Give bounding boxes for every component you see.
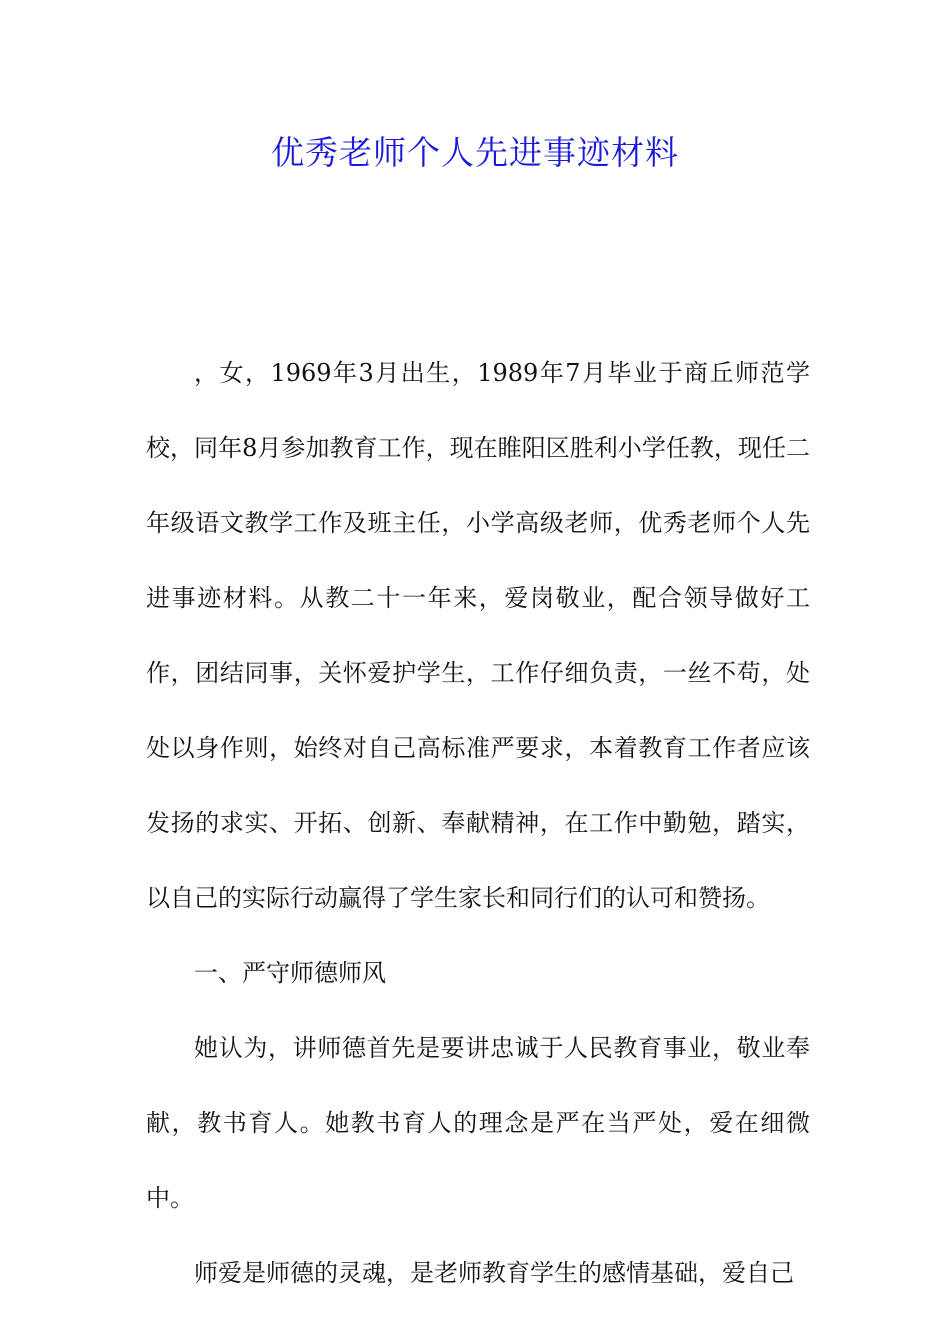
paragraph-teacher-love: 师爱是师德的灵魂，是老师教育学生的感情基础，爱自己 xyxy=(194,1259,794,1287)
document-body xyxy=(146,336,810,1311)
paragraph-ethics: 她认为，讲师德首先是要讲忠诚于人民教育事业，敬业奉献，教书育人。她教书育人的理念是严在当严处，爱在细微中。 xyxy=(146,1034,810,1212)
paragraph-intro: ，女，1969年3月出生，1989年7月毕业于商丘师范学校，同年8月参加教育工作，现在睢阳区胜利小学任教，现任二年级语文教学工作及班主任，小学高级老师，优秀老师个人先进事迹材料。从教二十一年来，爱岗敬业，配合领导做好工作，团结同事，关怀爱护学生，工作仔细负责，一丝不苟，处处以身作则，始终对自己高标准严要求，本着教育工作者应该发扬的求实、开拓、创新、奉献精神，在工作中勤勉，踏实，以自己的实际行动赢得了学生家长和同行们的认可和赞扬。 xyxy=(146,359,810,912)
section-heading: 一、严守师德师风 xyxy=(194,959,386,987)
document-title: 优秀老师个人先进事迹材料 xyxy=(271,133,679,172)
